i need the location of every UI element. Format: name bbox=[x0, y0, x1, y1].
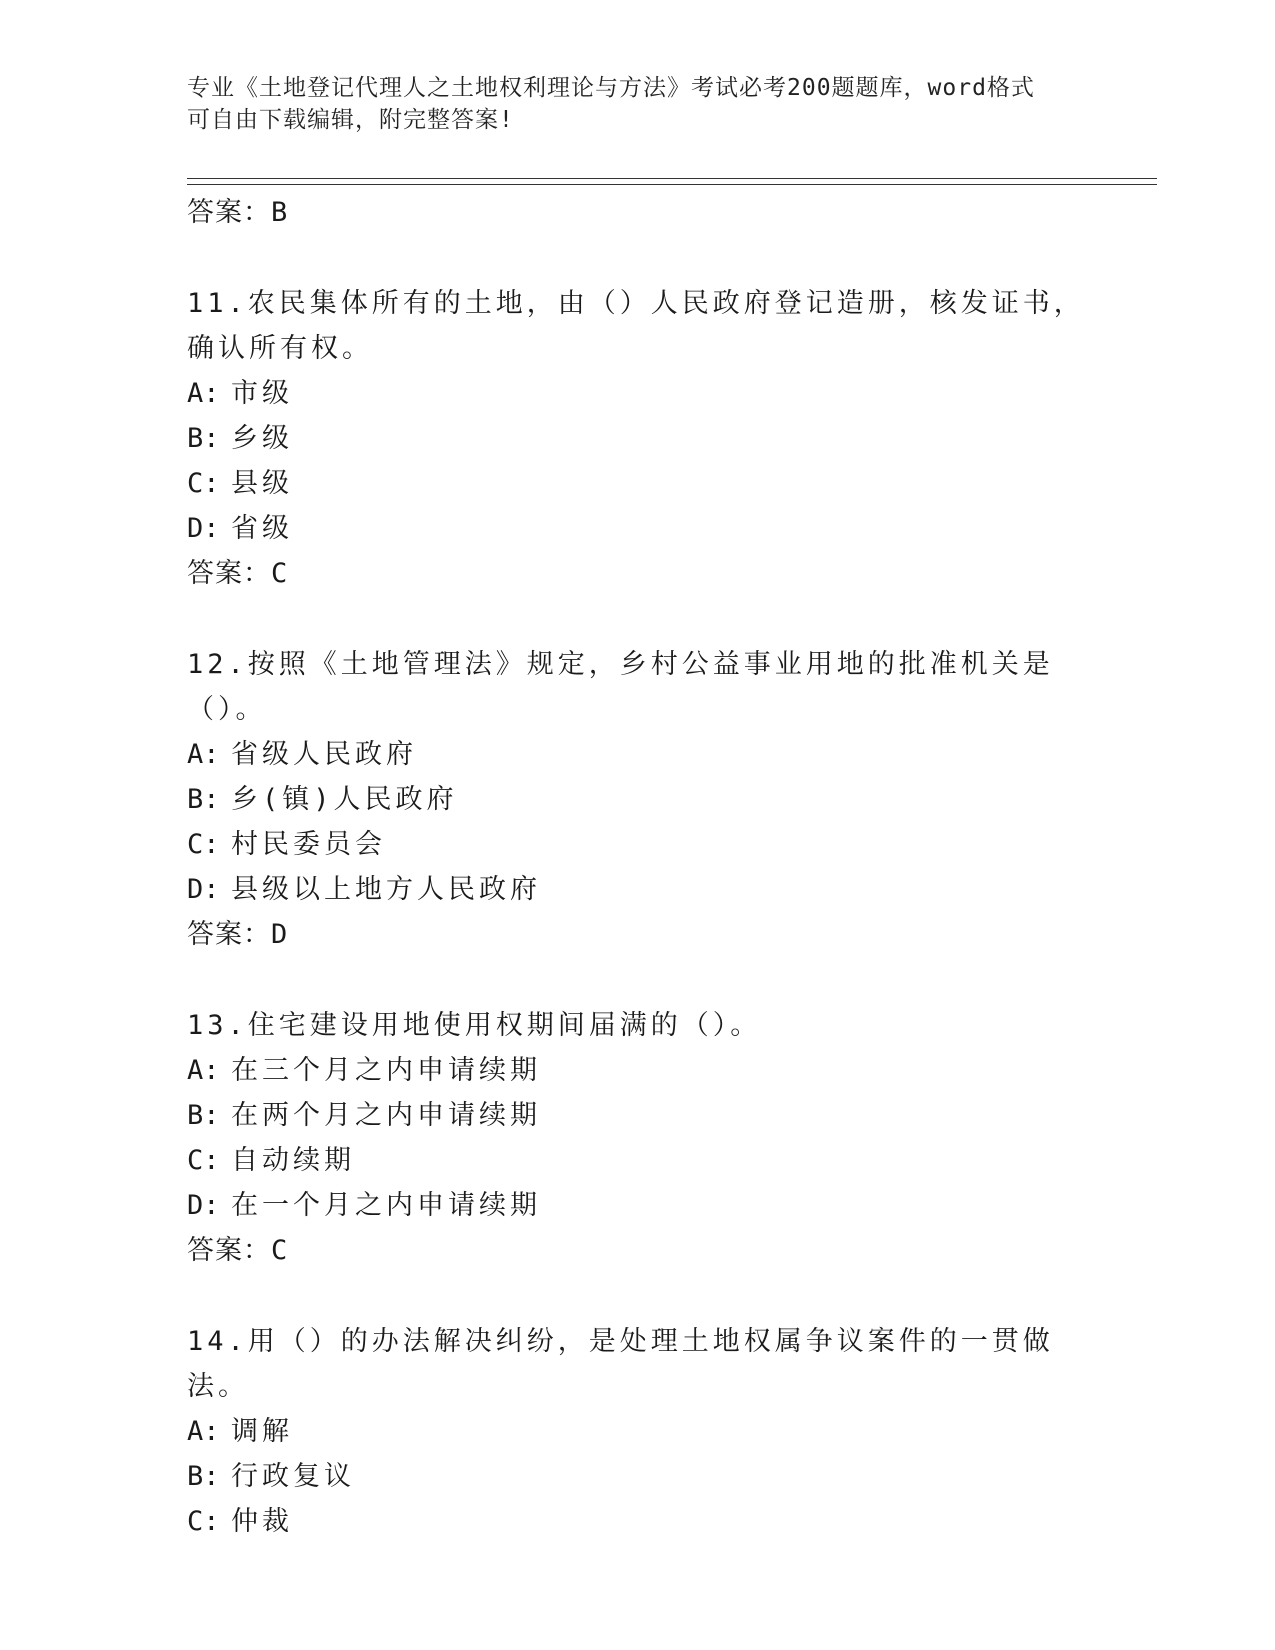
option-letter: D: bbox=[187, 1190, 220, 1221]
spacer bbox=[187, 235, 1087, 281]
answer-line: 答案：C bbox=[187, 558, 289, 589]
question-item bbox=[187, 1003, 1087, 1228]
option-letter: C: bbox=[187, 1506, 220, 1537]
option-c bbox=[187, 1499, 1087, 1544]
option-text: 县级以上地方人民政府 bbox=[231, 874, 541, 905]
option-b bbox=[187, 777, 1087, 822]
option-letter: B: bbox=[187, 784, 220, 815]
option-text: 县级 bbox=[231, 468, 293, 499]
option-letter: A: bbox=[187, 378, 220, 409]
answer-line: 答案：D bbox=[187, 919, 289, 950]
option-text: 在两个月之内申请续期 bbox=[231, 1100, 541, 1131]
option-text: 乡级 bbox=[231, 423, 293, 454]
document-body bbox=[187, 190, 1087, 1544]
option-letter: B: bbox=[187, 1100, 220, 1131]
question-item bbox=[187, 281, 1087, 551]
option-text: 行政复议 bbox=[231, 1461, 355, 1492]
option-d bbox=[187, 867, 1087, 912]
option-letter: C: bbox=[187, 829, 220, 860]
option-letter: C: bbox=[187, 1145, 220, 1176]
answer-line: 答案：C bbox=[187, 1235, 289, 1266]
option-text: 村民委员会 bbox=[231, 829, 386, 860]
option-a bbox=[187, 1048, 1087, 1093]
option-text: 在一个月之内申请续期 bbox=[231, 1190, 541, 1221]
question-stem: 12.按照《土地管理法》规定，乡村公益事业用地的批准机关是（）。 bbox=[187, 649, 1054, 725]
question-stem: 11.农民集体所有的土地，由（）人民政府登记造册，核发证书，确认所有权。 bbox=[187, 288, 1085, 364]
option-text: 自动续期 bbox=[231, 1145, 355, 1176]
option-text: 市级 bbox=[231, 378, 293, 409]
option-text: 在三个月之内申请续期 bbox=[231, 1055, 541, 1086]
question-stem: 13.住宅建设用地使用权期间届满的（）。 bbox=[187, 1010, 762, 1041]
option-letter: A: bbox=[187, 1055, 220, 1086]
option-letter: A: bbox=[187, 739, 220, 770]
page-header bbox=[187, 72, 1067, 136]
option-letter: B: bbox=[187, 423, 220, 454]
question-item bbox=[187, 642, 1087, 912]
option-a bbox=[187, 1409, 1087, 1454]
spacer bbox=[187, 596, 1087, 642]
option-a bbox=[187, 371, 1087, 416]
header-line-1: 专业《土地登记代理人之土地权利理论与方法》考试必考200题题库，word格式 bbox=[187, 75, 1035, 101]
spacer bbox=[187, 957, 1087, 1003]
option-letter: D: bbox=[187, 874, 220, 905]
option-text: 调解 bbox=[231, 1416, 293, 1447]
option-b bbox=[187, 1093, 1087, 1138]
question-stem: 14.用（）的办法解决纠纷，是处理土地权属争议案件的一贯做法。 bbox=[187, 1326, 1054, 1402]
option-d bbox=[187, 1183, 1087, 1228]
option-letter: A: bbox=[187, 1416, 220, 1447]
spacer bbox=[187, 1273, 1087, 1319]
option-text: 省级人民政府 bbox=[231, 739, 417, 770]
answer-line: 答案：B bbox=[187, 197, 289, 228]
option-text: 仲裁 bbox=[231, 1506, 293, 1537]
option-b bbox=[187, 1454, 1087, 1499]
header-divider bbox=[187, 178, 1157, 185]
option-letter: D: bbox=[187, 513, 220, 544]
option-text: 省级 bbox=[231, 513, 293, 544]
header-line-2: 可自由下载编辑，附完整答案! bbox=[187, 107, 514, 133]
option-text: 乡(镇)人民政府 bbox=[231, 784, 458, 815]
option-letter: C: bbox=[187, 468, 220, 499]
question-item bbox=[187, 1319, 1087, 1544]
option-b bbox=[187, 416, 1087, 461]
option-c bbox=[187, 461, 1087, 506]
option-a bbox=[187, 732, 1087, 777]
option-letter: B: bbox=[187, 1461, 220, 1492]
option-c bbox=[187, 822, 1087, 867]
option-c bbox=[187, 1138, 1087, 1183]
option-d bbox=[187, 506, 1087, 551]
